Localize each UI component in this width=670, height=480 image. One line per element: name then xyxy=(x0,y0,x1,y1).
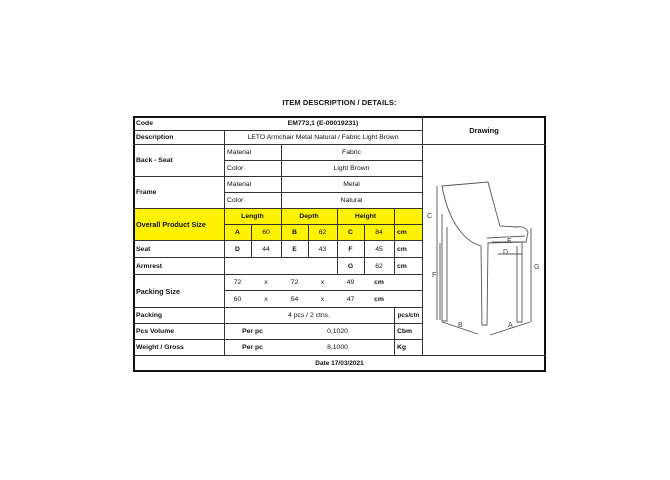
back-seat-label: Back - Seat xyxy=(136,157,173,164)
packing-row2-unit: cm xyxy=(374,295,384,303)
height-header: Height xyxy=(354,213,377,220)
volume-per: Per pc xyxy=(242,328,263,335)
packing-value: 4 pcs / 2 ctns. xyxy=(288,312,330,319)
seat-unit: cm xyxy=(397,245,407,253)
chair-seat xyxy=(487,236,525,238)
dim-f-value: 45 xyxy=(375,245,383,253)
packing-row1-v1: 72 xyxy=(233,279,242,286)
label-g: G xyxy=(534,264,540,271)
packing-row2-v1: 60 xyxy=(233,295,242,303)
packing-row2-v2: 54 xyxy=(290,295,299,303)
code-value: EM773,1 (E-00019231) xyxy=(287,120,359,127)
back-seat-material-value: Fabric xyxy=(342,149,361,156)
chair-backrest xyxy=(442,182,528,325)
drawing-title: Drawing xyxy=(469,126,499,135)
date-footer: Date 17/03/2021 xyxy=(315,360,364,367)
label-f: F xyxy=(432,272,437,279)
packing-size-label: Packing Size xyxy=(136,286,180,296)
code-label: Code xyxy=(136,120,153,127)
volume-unit: Cbm xyxy=(397,328,413,335)
length-header: Length xyxy=(241,213,264,220)
armrest-unit: cm xyxy=(397,262,407,270)
packing-row1-unit: cm xyxy=(374,279,384,286)
packing-row2-x2: x xyxy=(320,295,325,303)
packing-row2-x1: x xyxy=(264,295,268,303)
dim-f-letter: F xyxy=(348,245,353,253)
dim-b-letter: B xyxy=(292,229,297,236)
dim-c-value: 84 xyxy=(375,229,383,236)
dim-c-letter: C xyxy=(348,229,353,236)
back-seat-color-value: Light Brown xyxy=(333,165,370,172)
dim-a-letter: A xyxy=(235,229,240,236)
description-value: LETO Armchair Metal Natural / Fabric Light Brown xyxy=(247,134,399,141)
dim-d-letter: D xyxy=(235,245,240,253)
armrest-label: Armrest xyxy=(136,262,163,270)
seat-label: Seat xyxy=(136,245,151,253)
dim-e-letter: E xyxy=(292,245,297,253)
label-a: A xyxy=(508,322,513,329)
label-b: B xyxy=(458,322,463,329)
chair-back-leg xyxy=(442,214,447,321)
depth-header: Depth xyxy=(299,213,319,220)
packing-unit: pcs/ctn xyxy=(397,312,420,319)
packing-label: Packing xyxy=(136,312,163,319)
dim-g-value: 62 xyxy=(375,262,383,270)
packing-row1-v2: 72 xyxy=(290,279,299,286)
back-seat-material-label: Material xyxy=(227,149,252,156)
dim-g-letter: G xyxy=(347,262,354,270)
label-e: E xyxy=(507,238,512,245)
frame-material-label: Material xyxy=(227,181,252,188)
frame-label: Frame xyxy=(136,189,157,196)
packing-row1-x1: x xyxy=(264,279,268,286)
weight-per: Per pc xyxy=(242,344,263,351)
dim-b-value: 62 xyxy=(318,229,327,236)
overall-unit: cm xyxy=(397,229,407,236)
weight-label: Weight / Gross xyxy=(136,344,184,351)
frame-color-label: Color xyxy=(227,197,244,204)
back-seat-color-label: Color xyxy=(227,165,244,172)
label-d: D xyxy=(503,249,509,256)
frame-color-value: Natural xyxy=(340,197,363,204)
volume-value: 0,1020 xyxy=(327,328,348,335)
packing-row2-v3: 47 xyxy=(346,295,355,303)
frame-material-value: Metal xyxy=(343,181,360,188)
packing-row1-x2: x xyxy=(320,279,325,286)
dim-a-value: 60 xyxy=(262,229,270,236)
overall-size-label: Overall Product Size xyxy=(136,220,206,229)
volume-label: Pcs Volume xyxy=(136,328,175,335)
weight-unit: Kg xyxy=(397,344,407,351)
label-c: C xyxy=(427,213,433,220)
dim-d-value: 44 xyxy=(262,245,270,253)
packing-row1-v3: 49 xyxy=(346,279,355,286)
dim-e-value: 43 xyxy=(318,245,327,253)
description-label: Description xyxy=(136,134,174,141)
sheet-title: ITEM DESCRIPTION / DETAILS: xyxy=(282,98,397,107)
weight-value: 8,1000 xyxy=(327,344,348,351)
